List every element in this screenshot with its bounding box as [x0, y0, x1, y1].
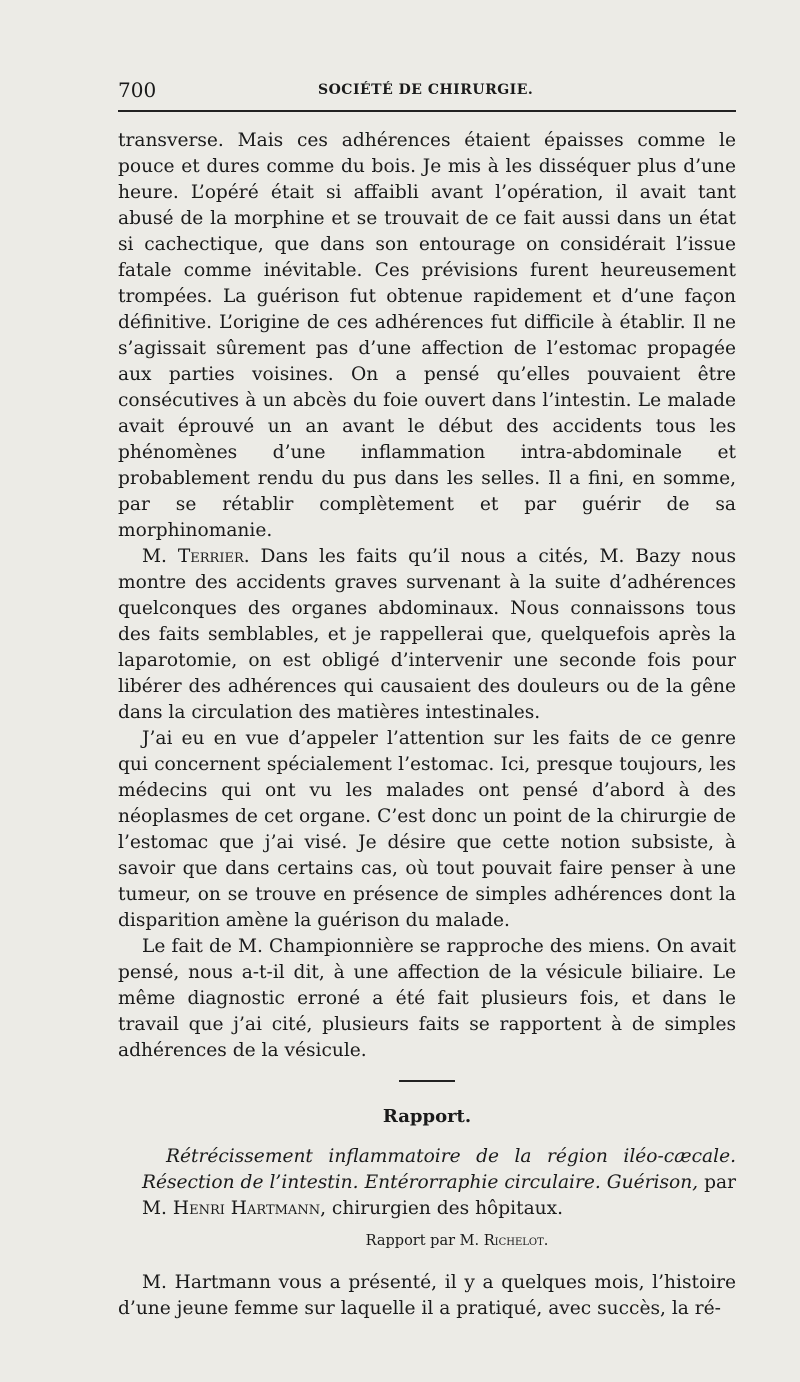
body-text: [118, 128, 736, 1322]
reporter-name: Richelot: [483, 1233, 544, 1249]
report-author-role: , chirurgien des hôpitaux.: [320, 1198, 564, 1219]
report-title: [118, 1144, 736, 1222]
header-rule: [118, 110, 736, 112]
page-header: [118, 74, 736, 104]
page-number: 700: [118, 78, 157, 102]
report-title-by: par M.: [142, 1172, 736, 1219]
report-title-italic: Rétrécissement inflammatoire de la région iléo-cæcale. Résection de l’intestin. Entérorraphie circulaire. Guérison,: [142, 1146, 736, 1193]
report-opening: M. Hartmann vous a présenté, il y a quelques mois, l’histoire d’une jeune femme sur laquelle il a pratiqué, avec succès, la ré-: [118, 1272, 736, 1319]
paragraph-championniere: Le fait de M. Championnière se rapproche des miens. On avait pensé, nous a-t-il dit, à une affection de la vésicule biliaire. Le même diagnostic erroné a été fait plusieurs fois, et dans le travail que j’ai cité, plusieurs faits se rapportent à de simples adhérences de la vésicule.: [118, 936, 736, 1061]
report-by-suffix: .: [543, 1233, 549, 1249]
paragraph-continued: transverse. Mais ces adhérences étaient épaisses comme le pouce et dures comme du bois. Je mis à les disséquer plus d’une heure. L’opéré était si affaibli avant l’opération, il avait tant abusé de la morphine et se trouvait de ce fait aussi dans un état si cachectique, que dans son entourage on considérait l’issue fatale comme inévitable. Ces prévisions furent heureusement trompées. La guérison fut obtenue rapidement et d’une façon définitive. L’origine de ces adhérences fut difficile à établir. Il ne s’agissait sûrement pas d’une affection de l’estomac propagée aux parties voisines. On a pensé qu’elles pouvaient être consécutives à un abcès du foie ouvert dans l’intestin. Le malade avait éprouvé un an avant le début des accidents tous les phénomènes d’une inflammation intra-abdominale et probablement rendu du pus dans les selles. Il a fini, en somme, par se rétablir complètement et par guérir de sa morphinomanie.: [118, 130, 736, 541]
paragraph-stomach: J’ai eu en vue d’appeler l’attention sur les faits de ce genre qui concernent spécialement l’estomac. Ici, presque toujours, les médecins qui ont vu les malades ont pensé d’abord à des néoplasmes de cet organe. C’est donc un point de la chirurgie de l’estomac que j’ai visé. Je désire que cette notion subsiste, à savoir que dans certains cas, où tout pouvait faire penser à une tumeur, on se trouve en présence de simples adhérences dont la disparition amène la guérison du malade.: [118, 728, 736, 931]
section-heading: Rapport.: [382, 1106, 472, 1127]
report-by-line: [118, 1228, 736, 1254]
running-head: SOCIÉTÉ DE CHIRURGIE.: [318, 82, 534, 98]
section-divider: [399, 1080, 455, 1082]
paragraph-terrier: [118, 544, 736, 726]
report-author: Henri Hartmann: [172, 1198, 321, 1219]
report-by-prefix: Rapport par M.: [365, 1233, 484, 1249]
paragraph-terrier-text: Dans les faits qu’il nous a cités, M. Bazy nous montre des accidents graves survenant à la suite d’adhérences quelconques des organes abdominaux. Nous connaissons tous des faits semblables, et je rappellerai que, quelquefois après la laparotomie, on est obligé d’intervenir une seconde fois pour libérer des adhérences qui causaient des douleurs ou de la gêne dans la circulation des matières intestinales.: [118, 546, 736, 723]
speaker-name: M. Terrier.: [142, 546, 250, 567]
